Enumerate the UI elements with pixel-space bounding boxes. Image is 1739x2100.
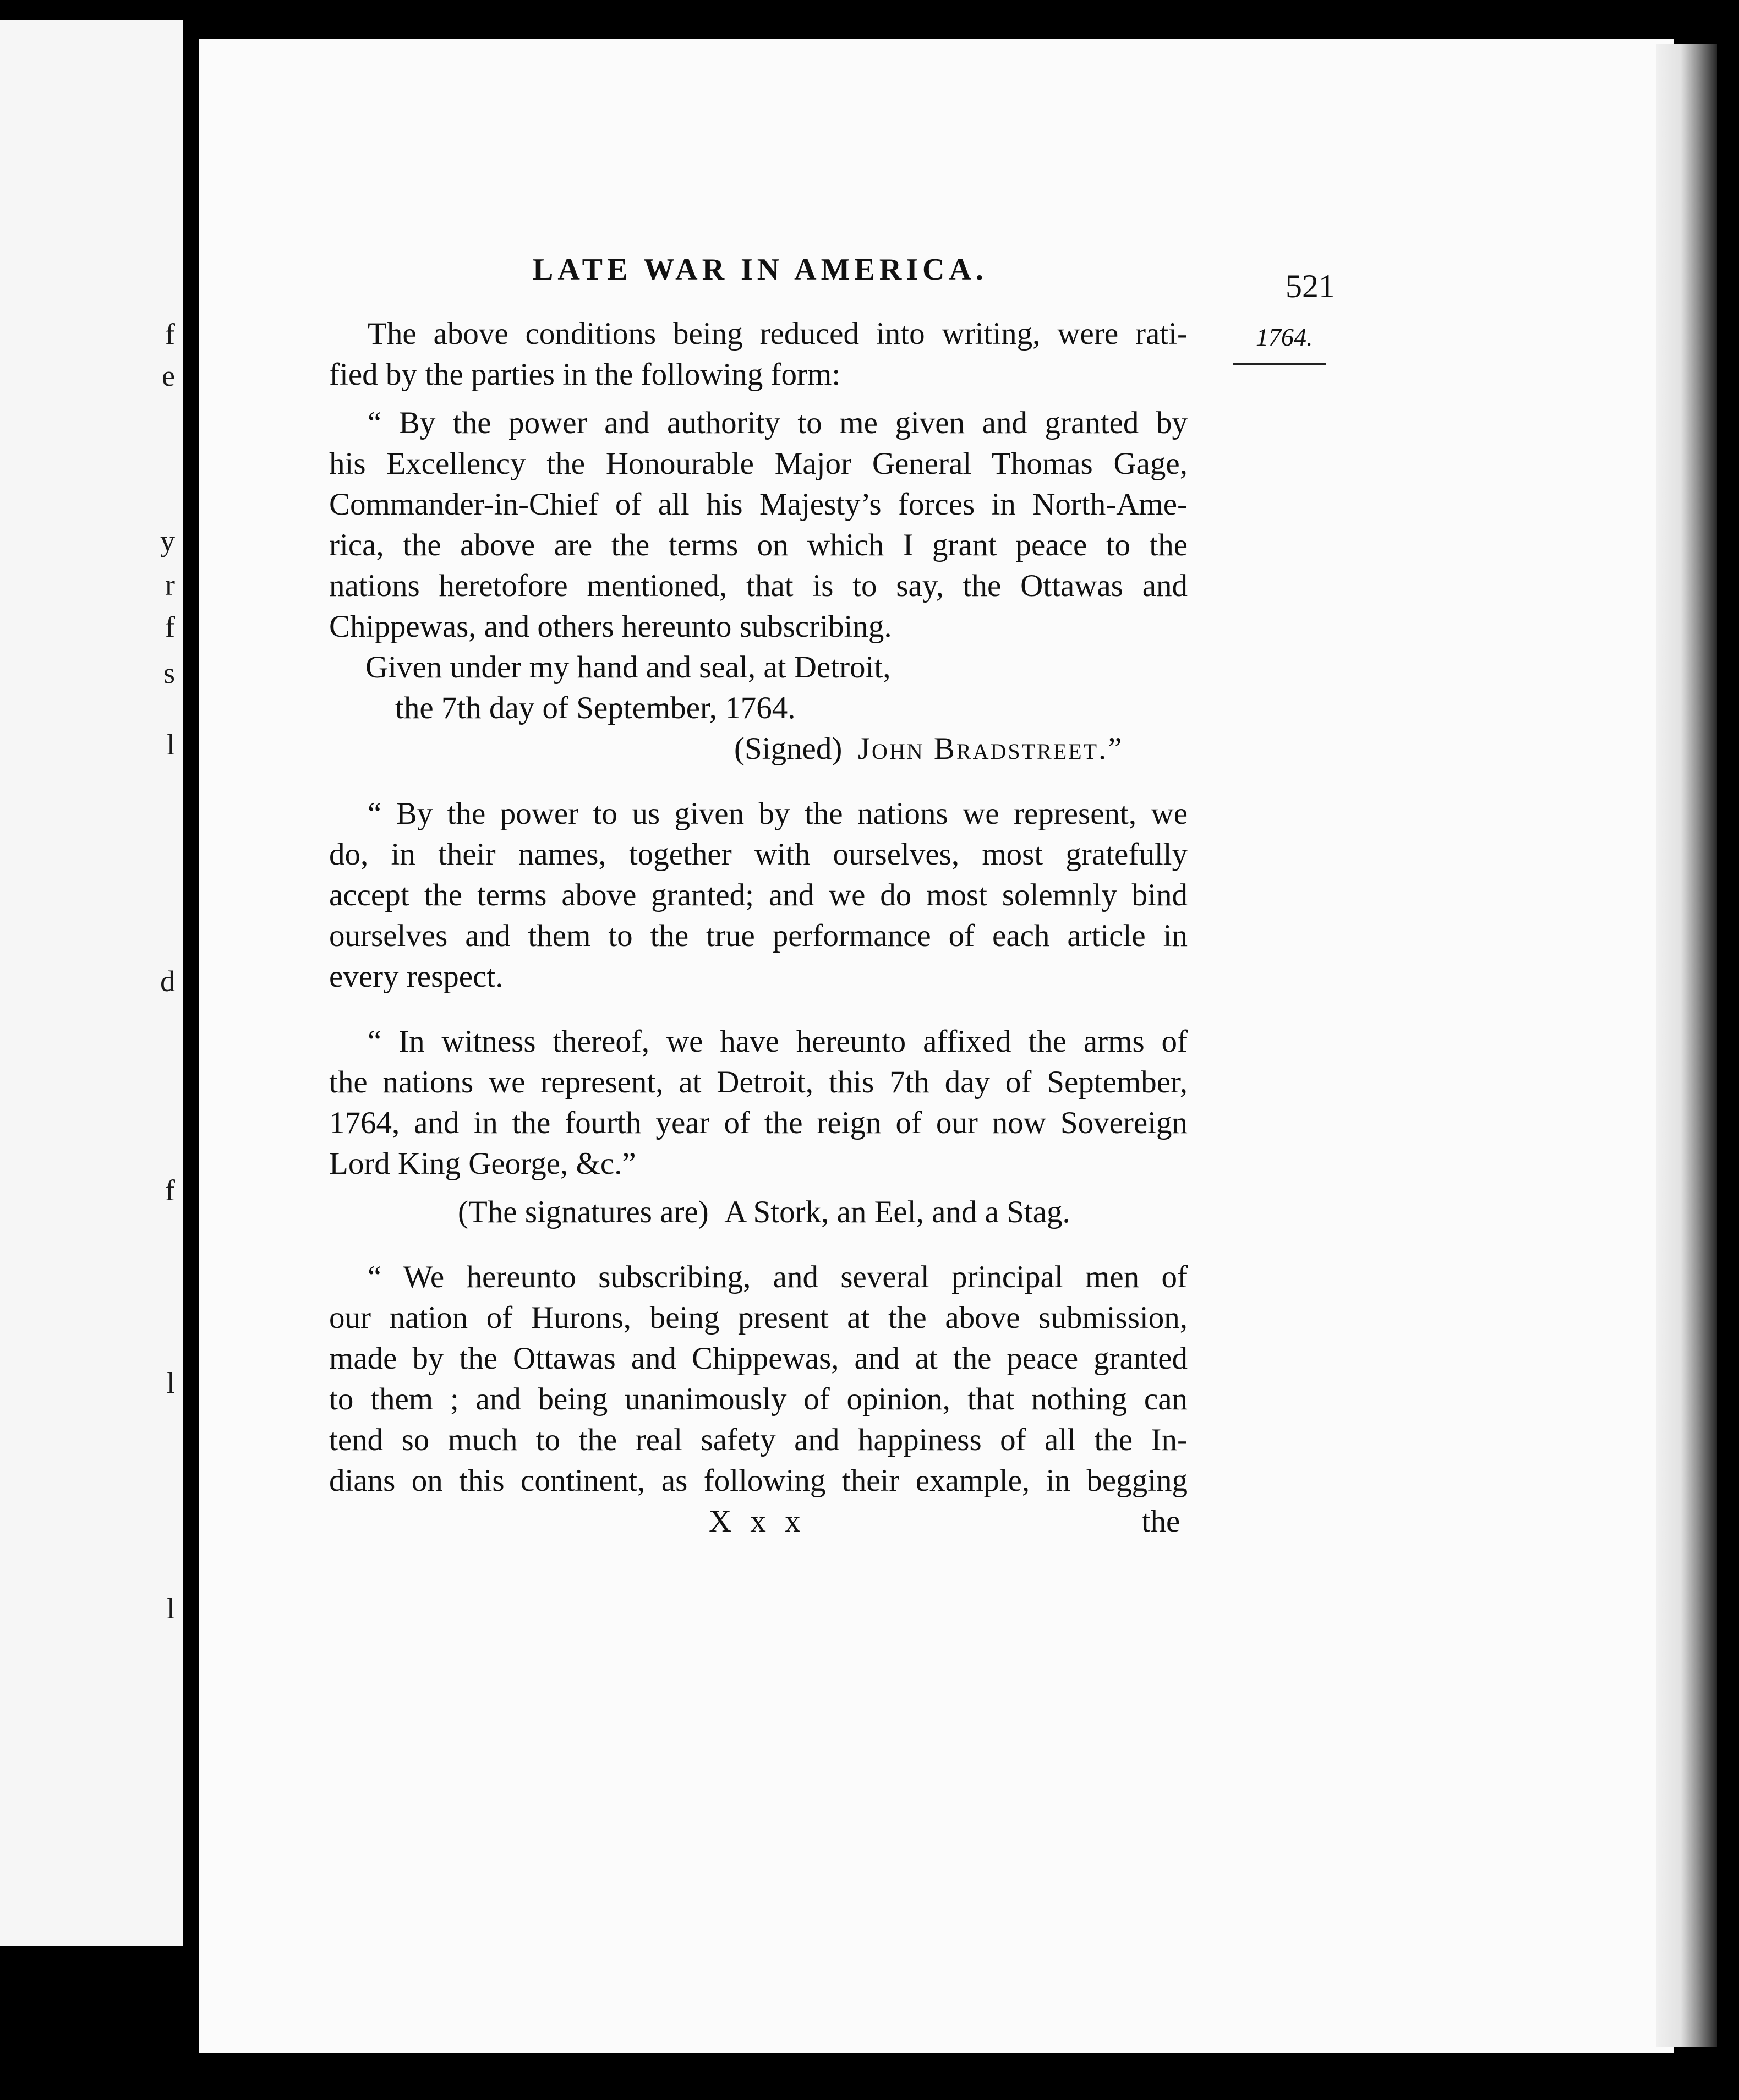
margin-year: 1764. <box>1256 323 1313 351</box>
facing-fragment: d <box>160 965 175 998</box>
text-line: Chippewas, and others hereunto subscribing. <box>329 609 892 644</box>
text-line: the nations we represent, at Detroit, this 7th day of September, <box>329 1065 1188 1100</box>
text-line: to them ; and being unanimously of opinion, that nothing can <box>329 1382 1188 1417</box>
text-line: “ By the power to us given by the nations we represent, we <box>368 796 1188 831</box>
text-line: rica, the above are the terms on which I grant peace to the <box>329 528 1188 562</box>
text-line: our nation of Hurons, being present at the above submission, <box>329 1300 1188 1335</box>
paragraph <box>329 314 1188 395</box>
body-text <box>329 314 1188 1542</box>
text-line: The above conditions being reduced into writing, were rati- <box>368 316 1188 351</box>
facing-fragment: f <box>165 318 175 351</box>
signature-mark: X x x <box>709 1504 806 1539</box>
text-line: Lord King George, &c.” <box>329 1146 636 1181</box>
paragraph <box>329 1021 1188 1184</box>
facing-fragment: f <box>165 1174 175 1207</box>
text-line: do, in their names, together with ourselves, most gratefully <box>329 837 1188 872</box>
signatures-line <box>329 1192 1188 1233</box>
facing-page <box>0 20 183 1946</box>
text-line: 1764, and in the fourth year of the reign of our now Sovereign <box>329 1106 1188 1140</box>
text-line: “ By the power and authority to me given and granted by <box>368 406 1188 440</box>
catchword: the <box>1141 1504 1180 1539</box>
text-line: fied by the parties in the following form: <box>329 357 841 392</box>
running-head: LATE WAR IN AMERICA. <box>533 253 988 287</box>
signature-line <box>329 729 1188 769</box>
facing-fragment: f <box>165 610 175 643</box>
text-line: dians on this continent, as following their example, in begging <box>329 1463 1188 1498</box>
page-foot <box>329 1501 1188 1542</box>
text-line: ourselves and them to the true performance of each article in <box>329 918 1188 953</box>
text-line: tend so much to the real safety and happiness of all the In- <box>329 1423 1188 1457</box>
text-line: made by the Ottawas and Chippewas, and at the peace granted <box>329 1341 1188 1376</box>
signatures-list: A Stork, an Eel, and a Stag. <box>724 1195 1070 1229</box>
facing-fragment: l <box>166 1592 175 1625</box>
text-line: accept the terms above granted; and we do most solemnly bind <box>329 878 1188 912</box>
text-line: “ In witness thereof, we have hereunto affixed the arms of <box>368 1024 1188 1059</box>
paragraph <box>329 1257 1188 1501</box>
text-line: his Excellency the Honourable Major General Thomas Gage, <box>329 446 1188 481</box>
given-date-line: the 7th day of September, 1764. <box>395 691 796 725</box>
facing-fragment: e <box>162 359 175 392</box>
paragraph <box>329 794 1188 997</box>
page-edge-shadow <box>1656 44 1717 2047</box>
text-line: Commander-in-Chief of all his Majesty’s forces in North-Ame- <box>329 487 1188 522</box>
facing-fragment: r <box>165 568 175 601</box>
facing-fragment: l <box>166 728 175 761</box>
text-line: every respect. <box>329 959 504 994</box>
given-line: Given under my hand and seal, at Detroit, <box>365 650 891 685</box>
page-number: 521 <box>1286 268 1335 304</box>
facing-fragment: l <box>166 1366 175 1399</box>
margin-year-rule <box>1233 363 1326 365</box>
signatures-label: (The signatures are) <box>458 1195 709 1229</box>
facing-fragment: y <box>160 524 175 557</box>
facing-fragment: s <box>163 657 175 690</box>
paragraph <box>329 403 1188 647</box>
signer-name: John Bradstreet.” <box>857 731 1124 766</box>
signed-label: (Signed) <box>734 731 843 766</box>
text-line: nations heretofore mentioned, that is to say, the Ottawas and <box>329 568 1188 603</box>
text-line: “ We hereunto subscribing, and several principal men of <box>368 1260 1188 1294</box>
